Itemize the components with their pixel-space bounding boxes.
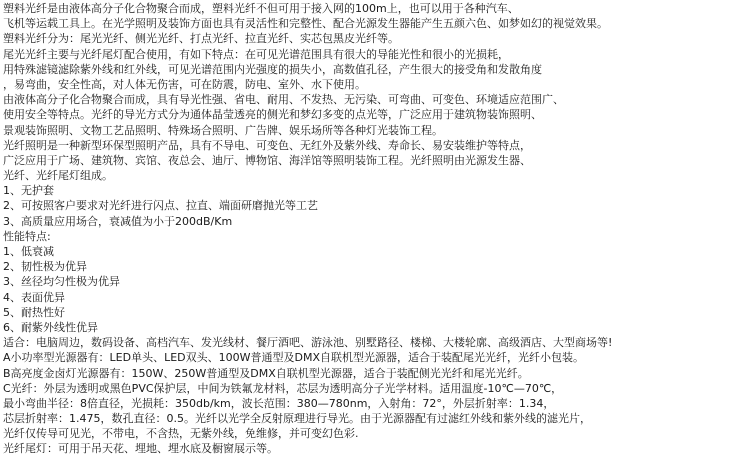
text-line: ，易弯曲，安全性高，对人体无伤害，可在防震，防电、室外、水下使用。	[3, 77, 366, 91]
text-line: 广泛应用于广场、建筑物、宾馆、夜总会、迪厅、博物馆、海洋馆等照明装饰工程。光纤照明由光源发生器、	[3, 153, 531, 167]
performance-list-item: 1、低衰减	[3, 245, 54, 258]
feature-list-item: 1、无护套	[3, 184, 54, 198]
text-line: 光纤、光纤尾灯组成。	[3, 169, 113, 183]
text-line: 适合：电脑周边，数码设备、高档汽车、发光线材、餐厅酒吧、游泳池、别墅路径、楼梯、大楼轮廓、高级酒店、大型商场等!	[3, 336, 613, 350]
performance-list-item: 6、耐紫外线性优异	[3, 320, 98, 334]
text-line: 塑料光纤分为：尾光光纤、侧光光纤、打点光纤、拉直光纤、实芯包黑皮光纤等。	[3, 32, 399, 46]
feature-list-item: 2、可按照客户要求对光纤进行闪点、拉直、端面研磨抛光等工艺	[3, 199, 318, 213]
product-description-text	[3, 1, 748, 457]
performance-list-item: 3、丝径均匀性极为优异	[3, 275, 120, 289]
text-line: 光纤尾灯：可用于吊天花、埋地、埋水底及橱窗展示等。	[3, 442, 278, 456]
text-line: 最小弯曲半径：8倍直径，光损耗：350db/km，波长范围：380—780nm，入射角：72°，外层折射率：1.34，	[3, 396, 555, 410]
section-heading: 性能特点:	[3, 229, 51, 243]
performance-list-item: 2、韧性极为优异	[3, 260, 87, 274]
text-line: B高亮度金卤灯光源器有：150W、250W普通型及DMX自联机型光源器，适合于装配侧光光纤和尾光光纤。	[3, 366, 529, 380]
text-line: 尾光光纤主要与光纤尾灯配合使用，有如下特点：在可见光谱范围具有很大的导能光性和很小的光损耗，	[3, 47, 509, 61]
text-line: 使用安全等特点。光纤的导光方式分为通体晶莹透亮的侧光和梦幻多变的点光等，广泛应用于建筑物装饰照明、	[3, 108, 542, 122]
text-line: 光纤仅传导可见光，不带电，不含热，无紫外线，免维修，并可变幻色彩.	[3, 427, 359, 441]
text-line: C光纤：外层为透明或黑色PVC保护层，中间为铁氟龙材料，芯层为透明高分子光学材料。适用温度-10℃—70℃，	[3, 381, 563, 395]
text-line: 景观装饰照明、文物工艺品照明、特殊场合照明、广告牌、娱乐场所等各种灯光装饰工程。	[3, 123, 443, 137]
performance-list-item: 5、耐热性好	[3, 305, 65, 319]
text-line: 由液体高分子化合物聚合而成，具有导光性强、省电、耐用、不发热、无污染、可弯曲、可变色、环境适应范围广、	[3, 93, 564, 107]
text-line: 芯层折射率：1.475，数孔直径：0.5。光纤以光学全反射原理进行导光。由于光源器配有过滤红外线和紫外线的滤光片，	[3, 412, 591, 426]
text-line: 飞机等运载工具上。在光学照明及装饰方面也具有灵活性和完整性、配合光源发生器能产生五颜六色、如梦如幻的视觉效果。	[3, 17, 608, 31]
text-line: 光纤照明是一种新型环保型照明产品，具有不导电、可变色、无红外及紫外线、寿命长、易安装维护等特点，	[3, 138, 531, 152]
text-line: A小功率型光源器有：LED单头、LED双头、100W普通型及DMX自联机型光源器，适合于装配尾光光纤，光纤小包装。	[3, 351, 584, 365]
text-line: 塑料光纤是由液体高分子化合物聚合而成，塑料光纤不但可用于接入网的100m上，也可以用于各种汽车、	[3, 2, 519, 15]
text-line: 用特殊滤镜滤除紫外线和红外线，可见光谱范围内光强度的损失小，高数值孔径，产生很大的接受角和发散角度	[3, 62, 542, 76]
performance-list-item: 4、表面优异	[3, 290, 65, 304]
feature-list-item: 3、高质量应用场合，衰减值为小于200dB/Km	[3, 214, 233, 228]
